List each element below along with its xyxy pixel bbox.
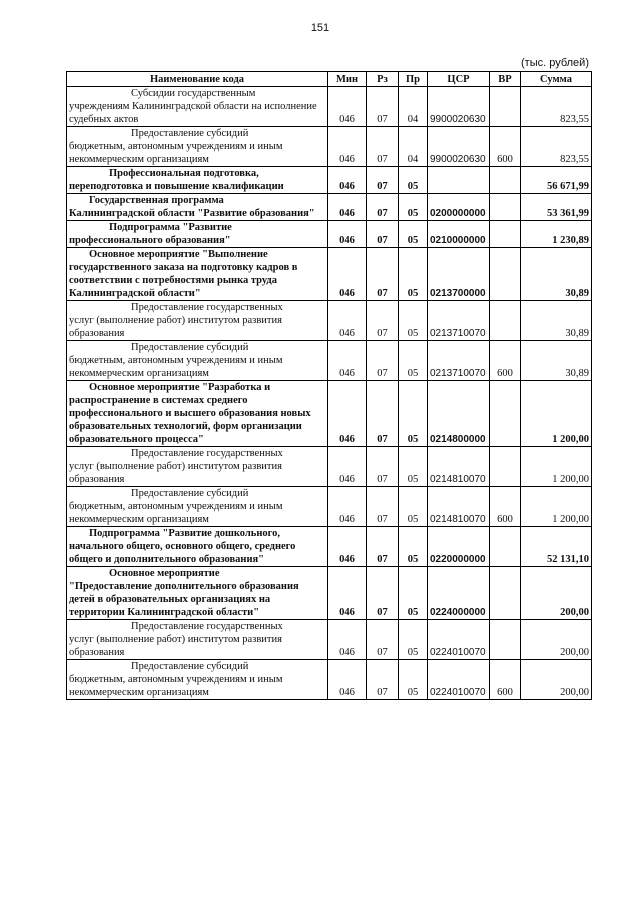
row-sum: 1 200,00 [521,447,592,487]
row-name [67,447,328,487]
row-csr: 0214810070 [428,487,490,527]
row-vr: 600 [490,660,521,700]
row-name-rest: бюджетным, автономным учреждениям и иным некоммерческим организациям [69,674,283,698]
row-name [67,87,328,127]
row-name-first-line: Основное мероприятие [109,568,220,579]
table-row [67,167,592,194]
table-row [67,221,592,248]
budget-table [66,71,592,700]
row-sum: 200,00 [521,660,592,700]
row-name [67,487,328,527]
row-rz: 07 [367,447,399,487]
row-sum: 1 200,00 [521,381,592,447]
row-sum: 1 230,89 [521,221,592,248]
row-name-first-line: Подпрограмма "Развитие дошкольного, [89,528,281,539]
row-name [67,194,328,221]
row-min: 046 [328,487,367,527]
table-row [67,527,592,567]
row-rz: 07 [367,660,399,700]
row-name-first-line: Предоставление субсидий [131,342,249,353]
row-name-rest: государственного заказа на подготовку кадров в соответствии с потребностями рынка труда Калининградской области" [69,262,298,299]
row-rz: 07 [367,487,399,527]
header-pr: Пр [399,72,428,87]
row-vr [490,248,521,301]
row-name-first-line: Основное мероприятие "Выполнение [89,249,268,260]
row-sum: 200,00 [521,620,592,660]
header-csr: ЦСР [428,72,490,87]
row-name-first-line: Государственная программа [89,195,224,206]
row-name-first-line: Предоставление субсидий [131,488,249,499]
row-pr: 05 [399,248,428,301]
row-name-rest: бюджетным, автономным учреждениям и иным некоммерческим организациям [69,501,283,525]
table-header-row [67,72,592,87]
table-row [67,87,592,127]
row-vr [490,620,521,660]
row-pr: 05 [399,194,428,221]
row-name-rest: услуг (выполнение работ) институтом развития образования [69,315,282,339]
row-rz: 07 [367,620,399,660]
row-csr: 0214800000 [428,381,490,447]
table-row [67,301,592,341]
row-pr: 05 [399,660,428,700]
row-sum: 56 671,99 [521,167,592,194]
row-min: 046 [328,620,367,660]
row-vr: 600 [490,127,521,167]
row-rz: 07 [367,567,399,620]
row-vr [490,167,521,194]
row-pr: 05 [399,527,428,567]
table-body [67,87,592,700]
row-name-first-line: Предоставление субсидий [131,128,249,139]
row-sum: 200,00 [521,567,592,620]
row-csr: 0213710070 [428,341,490,381]
row-min: 046 [328,660,367,700]
row-name [67,381,328,447]
row-csr: 0220000000 [428,527,490,567]
row-name-first-line: Предоставление государственных [131,302,283,313]
row-pr: 05 [399,487,428,527]
row-name-rest: начального общего, основного общего, среднего общего и дополнительного образования" [69,541,296,565]
row-min: 046 [328,301,367,341]
row-min: 046 [328,221,367,248]
row-sum: 30,89 [521,248,592,301]
row-csr: 0224010070 [428,660,490,700]
row-vr [490,194,521,221]
row-rz: 07 [367,167,399,194]
row-name-first-line: Профессиональная подготовка, [109,168,259,179]
row-name-rest: профессионального образования" [69,235,231,246]
row-name [67,301,328,341]
table-row [67,567,592,620]
row-min: 046 [328,341,367,381]
row-vr [490,527,521,567]
row-min: 046 [328,194,367,221]
row-pr: 05 [399,381,428,447]
row-vr: 600 [490,487,521,527]
row-min: 046 [328,248,367,301]
row-min: 046 [328,167,367,194]
row-pr: 05 [399,447,428,487]
row-name [67,660,328,700]
row-csr: 0214810070 [428,447,490,487]
row-csr: 0213710070 [428,301,490,341]
row-name-rest: учреждениям Калининградской области на исполнение судебных актов [69,101,317,125]
row-name-rest: бюджетным, автономным учреждениям и иным некоммерческим организациям [69,355,283,379]
row-vr [490,87,521,127]
row-rz: 07 [367,221,399,248]
row-name-first-line: Основное мероприятие "Разработка и [89,382,271,393]
row-name [67,221,328,248]
table-row [67,194,592,221]
row-sum: 823,55 [521,87,592,127]
row-name [67,341,328,381]
row-name-rest: услуг (выполнение работ) институтом развития образования [69,634,282,658]
row-csr: 9900020630 [428,87,490,127]
row-name-first-line: Предоставление субсидий [131,661,249,672]
row-rz: 07 [367,341,399,381]
row-name-first-line: Предоставление государственных [131,448,283,459]
row-name [67,567,328,620]
table-row [67,660,592,700]
table-row [67,447,592,487]
row-vr [490,447,521,487]
row-sum: 823,55 [521,127,592,167]
row-sum: 1 200,00 [521,487,592,527]
row-pr: 05 [399,567,428,620]
row-sum: 53 361,99 [521,194,592,221]
row-pr: 04 [399,87,428,127]
table-row [67,248,592,301]
row-vr [490,221,521,248]
row-rz: 07 [367,527,399,567]
row-vr [490,301,521,341]
units-label: (тыс. рублей) [521,57,589,69]
row-csr: 0200000000 [428,194,490,221]
table-row [67,127,592,167]
row-pr: 05 [399,620,428,660]
row-name [67,127,328,167]
row-rz: 07 [367,194,399,221]
row-pr: 05 [399,301,428,341]
header-vr: ВР [490,72,521,87]
row-csr [428,167,490,194]
row-rz: 07 [367,248,399,301]
row-name-rest: услуг (выполнение работ) институтом развития образования [69,461,282,485]
row-rz: 07 [367,127,399,167]
row-rz: 07 [367,87,399,127]
row-pr: 04 [399,127,428,167]
row-csr: 0224000000 [428,567,490,620]
row-vr: 600 [490,341,521,381]
row-min: 046 [328,381,367,447]
row-pr: 05 [399,221,428,248]
header-rz: Рз [367,72,399,87]
row-min: 046 [328,527,367,567]
row-name-rest: переподготовка и повышение квалификации [69,181,284,192]
table-row [67,341,592,381]
row-min: 046 [328,127,367,167]
row-csr: 0213700000 [428,248,490,301]
row-pr: 05 [399,167,428,194]
row-vr [490,381,521,447]
header-name: Наименование кода [67,72,328,87]
header-min: Мин [328,72,367,87]
row-csr: 0210000000 [428,221,490,248]
row-csr: 9900020630 [428,127,490,167]
table-row [67,487,592,527]
page-number: 151 [310,22,330,34]
row-name-rest: бюджетным, автономным учреждениям и иным некоммерческим организациям [69,141,283,165]
row-rz: 07 [367,301,399,341]
row-csr: 0224010070 [428,620,490,660]
row-name [67,248,328,301]
row-rz: 07 [367,381,399,447]
table-row [67,620,592,660]
row-name-rest: Калининградской области "Развитие образования" [69,208,315,219]
row-vr [490,567,521,620]
row-name-rest: "Предоставление дополнительного образования детей в образовательных организациях на территории Калининградской области" [69,581,299,618]
row-name [67,167,328,194]
row-min: 046 [328,447,367,487]
header-sum: Сумма [521,72,592,87]
row-name [67,620,328,660]
row-name-rest: распространение в системах среднего профессионального и высшего образования новых образовательных технологий, форм организации образовательного процесса" [69,395,311,445]
row-sum: 52 131,10 [521,527,592,567]
row-sum: 30,89 [521,301,592,341]
row-sum: 30,89 [521,341,592,381]
row-pr: 05 [399,341,428,381]
row-name-first-line: Подпрограмма "Развитие [109,222,232,233]
row-min: 046 [328,87,367,127]
row-name [67,527,328,567]
row-min: 046 [328,567,367,620]
table-row [67,381,592,447]
row-name-first-line: Субсидии государственным [131,88,256,99]
row-name-first-line: Предоставление государственных [131,621,283,632]
